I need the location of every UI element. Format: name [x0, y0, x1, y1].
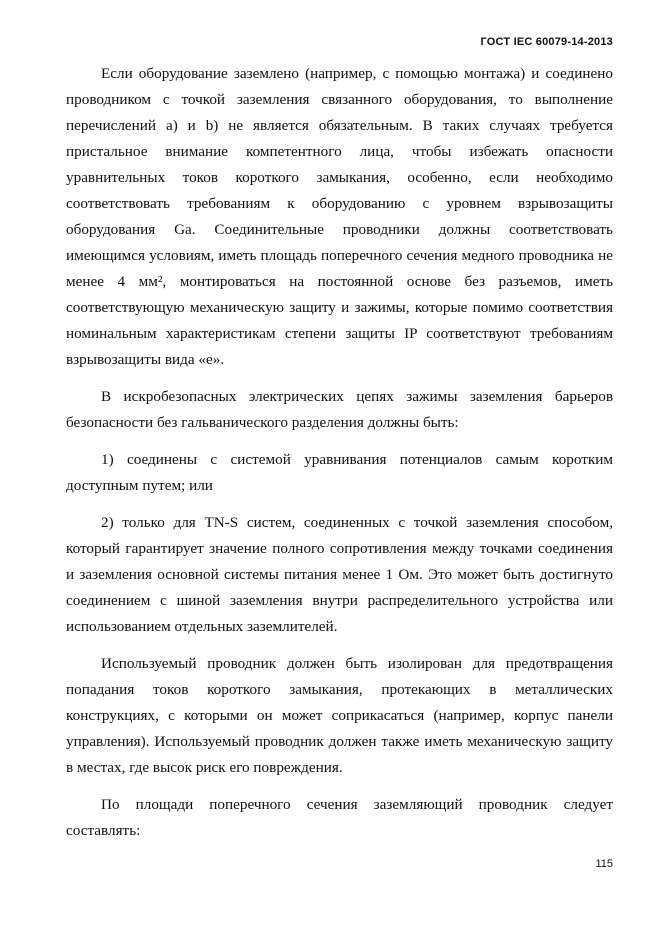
page-number: 115 [595, 858, 613, 870]
document-standard-header: ГОСТ IEC 60079-14-2013 [480, 36, 613, 48]
paragraph-list-item-2: 2) только для TN-S систем, соединенных с точкой заземления способом, который гарантирует значение полного сопротивления между точками соединения и заземления основной системы питания менее 1 Ом. Это может быть достигнуто соединением с шиной заземления внутри распределительного устройства или использованием отдельных заземлителей. [66, 514, 613, 635]
paragraph-cross-section: По площади поперечного сечения заземляющий проводник следует составлять: [66, 796, 613, 839]
document-body [66, 61, 613, 855]
paragraph-conductor-insulation: Используемый проводник должен быть изолирован для предотвращения попадания токов короткого замыкания, протекающих в металлических конструкциях, с которыми он может соприкасаться (например, корпус панели управления). Используемый проводник должен также иметь механическую защиту в местах, где высок риск его повреждения. [66, 655, 613, 776]
paragraph-equipment-earthing: Если оборудование заземлено (например, с помощью монтажа) и соединено проводником с точкой заземления связанного оборудования, то выполнение перечислений a) и b) не является обязательным. В таких случаях требуется пристальное внимание компетентного лица, чтобы избежать опасности уравнительных токов короткого замыкания, особенно, если необходимо соответствовать требованиям к оборудованию с уровнем взрывозащиты оборудования Ga. Соединительные проводники должны соответствовать имеющимся условиям, иметь площадь поперечного сечения медного проводника не менее 4 мм², монтироваться на постоянной основе без разъемов, иметь соответствующую механическую защиту и зажимы, которые помимо соответствия номинальным характеристикам степени защиты IP соответствуют требованиям взрывозащиты вида «е». [66, 65, 613, 368]
paragraph-intrinsic-safety-intro: В искробезопасных электрических цепях зажимы заземления барьеров безопасности без гальванического разделения должны быть: [66, 388, 613, 431]
paragraph-list-item-1: 1) соединены с системой уравнивания потенциалов самым коротким доступным путем; или [66, 451, 613, 494]
